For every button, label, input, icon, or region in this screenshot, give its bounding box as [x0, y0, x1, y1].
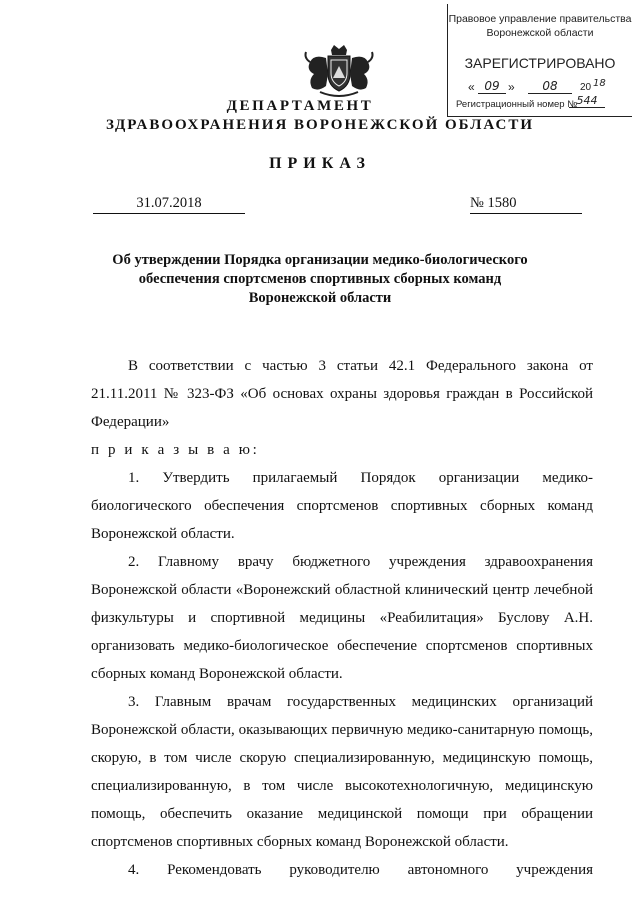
department-full-heading: ЗДРАВООХРАНЕНИЯ ВОРОНЕЖСКОЙ ОБЛАСТИ	[105, 117, 534, 133]
order-body	[91, 352, 593, 884]
stamp-date-day: 09	[478, 79, 506, 94]
subject-line-1: Об утверждении Порядка организации медико-биологического	[112, 252, 528, 268]
order-word: п р и к а з ы в а ю:	[91, 442, 260, 458]
stamp-date-year-suffix: 18	[593, 78, 606, 89]
stamp-org-line1: Правовое управление правительства	[448, 13, 632, 25]
item-3-paragraph: 3. Главным врачам государственных медицинских организаций Воронежской области, оказывающих первичную медико-санитарную помощь, скорую, в том числе скорую специализированную, медицинскую помощь, специализированную, в том числе высокотехнологичную, медицинскую помощь, обеспечить оказание медицинской помощи при обращении спортсменов спортивных сборных команд Воронежской области.	[91, 694, 593, 850]
stamp-quote-close: »	[508, 80, 515, 94]
order-date: 31.07.2018	[93, 195, 245, 214]
item-4-paragraph: 4. Рекомендовать руководителю автономного учреждения	[128, 862, 593, 878]
stamp-registered: ЗАРЕГИСТРИРОВАНО	[464, 55, 616, 71]
coat-of-arms-emblem	[300, 44, 378, 100]
subject-line-3: Воронежской области	[248, 290, 392, 306]
department-heading: ДЕПАРТАМЕНТ	[226, 98, 374, 114]
stamp-date-year-prefix: 20	[580, 82, 592, 93]
stamp-org-line2: Воронежской области	[486, 27, 594, 39]
item-1-paragraph: 1. Утвердить прилагаемый Порядок организации медико-биологического обеспечения спортсменов спортивных сборных команд Воронежской области.	[91, 470, 593, 542]
stamp-regnum-value: 544	[569, 94, 605, 108]
stamp-quote-open: «	[468, 80, 475, 94]
item-2-paragraph: 2. Главному врачу бюджетного учреждения здравоохранения Воронежской области «Воронежский областной клинический центр лечебной физкультуры и спортивной медицины «Реабилитация» Буслову А.Н. организовать медико-биологическое обеспечение спортсменов спортивных сборных команд Воронежской области.	[91, 554, 593, 682]
document-type-title: ПРИКАЗ	[269, 155, 371, 172]
preamble-paragraph: В соответствии с частью 3 статьи 42.1 Федерального закона от 21.11.2011 № 323-ФЗ «Об основах охраны здоровья граждан в Российской Федерации»	[91, 358, 593, 430]
order-subject	[60, 251, 580, 308]
subject-line-2: обеспечения спортсменов спортивных сборных команд	[138, 271, 502, 287]
order-number: № 1580	[470, 195, 582, 214]
stamp-regnum-label: Регистрационный номер №	[456, 99, 578, 110]
stamp-date-month: 08	[528, 79, 572, 94]
